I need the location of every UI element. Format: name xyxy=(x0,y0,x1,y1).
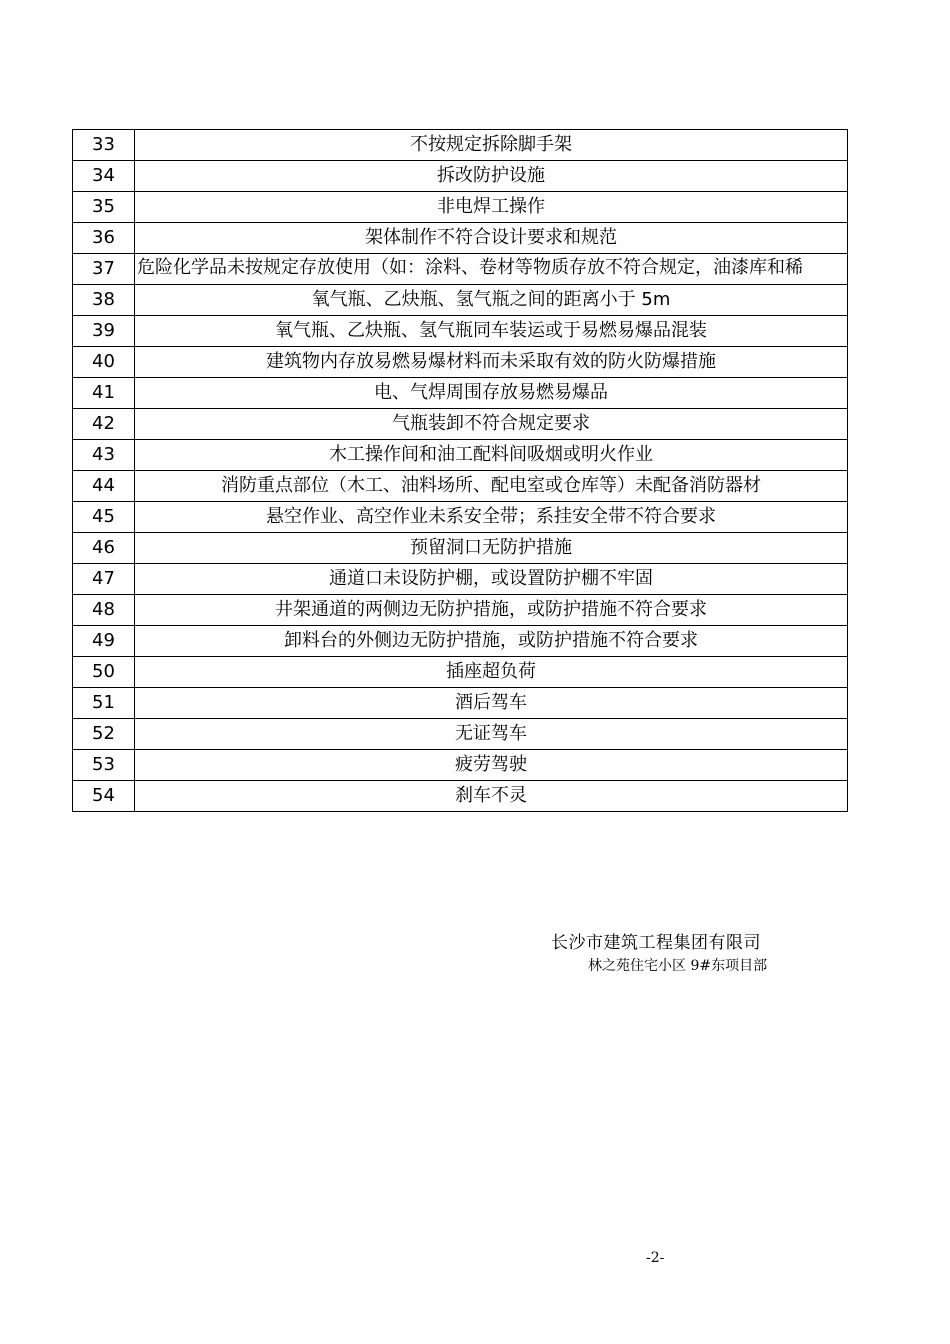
hazard-table xyxy=(72,129,848,812)
table-row xyxy=(73,316,848,347)
row-description: 刹车不灵 xyxy=(135,781,848,812)
table-row xyxy=(73,533,848,564)
row-description: 架体制作不符合设计要求和规范 xyxy=(135,223,848,254)
row-number: 35 xyxy=(73,192,135,223)
row-description: 建筑物内存放易燃易爆材料而未采取有效的防火防爆措施 xyxy=(135,347,848,378)
row-number: 44 xyxy=(73,471,135,502)
row-description-text: 危险化学品未按规定存放使用（如：涂料、卷材等物质存放不符合规定，油漆库和稀 xyxy=(137,257,803,278)
row-number: 42 xyxy=(73,409,135,440)
row-description: 消防重点部位（木工、油料场所、配电室或仓库等）未配备消防器材 xyxy=(135,471,848,502)
table-row xyxy=(73,440,848,471)
table-row xyxy=(73,223,848,254)
table-row xyxy=(73,254,848,285)
row-description: 疲劳驾驶 xyxy=(135,750,848,781)
row-number: 49 xyxy=(73,626,135,657)
table-row xyxy=(73,564,848,595)
table-row xyxy=(73,688,848,719)
row-number: 48 xyxy=(73,595,135,626)
row-number: 50 xyxy=(73,657,135,688)
table-row xyxy=(73,719,848,750)
row-description: 无证驾车 xyxy=(135,719,848,750)
table-row xyxy=(73,285,848,316)
row-number: 33 xyxy=(73,130,135,161)
table-row xyxy=(73,192,848,223)
row-description: 气瓶装卸不符合规定要求 xyxy=(135,409,848,440)
table-row xyxy=(73,626,848,657)
row-description: 通道口未设防护棚，或设置防护棚不牢固 xyxy=(135,564,848,595)
table-row xyxy=(73,130,848,161)
row-number: 37 xyxy=(73,254,135,285)
row-number: 41 xyxy=(73,378,135,409)
row-description: 氧气瓶、乙炔瓶、氢气瓶之间的距离小于 5m xyxy=(135,285,848,316)
row-description: 拆改防护设施 xyxy=(135,161,848,192)
table-row xyxy=(73,595,848,626)
row-description: 不按规定拆除脚手架 xyxy=(135,130,848,161)
table-row xyxy=(73,471,848,502)
table-row xyxy=(73,657,848,688)
row-description: 酒后驾车 xyxy=(135,688,848,719)
company-name: 长沙市建筑工程集团有限司 xyxy=(551,933,761,953)
row-description: 预留洞口无防护措施 xyxy=(135,533,848,564)
row-description: 非电焊工操作 xyxy=(135,192,848,223)
row-description: 木工操作间和油工配料间吸烟或明火作业 xyxy=(135,440,848,471)
row-number: 36 xyxy=(73,223,135,254)
row-number: 52 xyxy=(73,719,135,750)
row-number: 53 xyxy=(73,750,135,781)
row-description: 悬空作业、高空作业未系安全带；系挂安全带不符合要求 xyxy=(135,502,848,533)
table-row xyxy=(73,347,848,378)
table-row xyxy=(73,750,848,781)
project-department: 林之苑住宅小区 9#东项目部 xyxy=(588,958,768,974)
row-number: 38 xyxy=(73,285,135,316)
row-number: 40 xyxy=(73,347,135,378)
hazard-table-body xyxy=(73,130,848,812)
row-description: 氧气瓶、乙炔瓶、氢气瓶同车装运或于易燃易爆品混装 xyxy=(135,316,848,347)
table-row xyxy=(73,161,848,192)
row-description: 电、气焊周围存放易燃易爆品 xyxy=(135,378,848,409)
row-description xyxy=(135,254,848,285)
row-number: 45 xyxy=(73,502,135,533)
table-row xyxy=(73,378,848,409)
row-number: 43 xyxy=(73,440,135,471)
page-number: -2- xyxy=(646,1250,665,1266)
row-number: 51 xyxy=(73,688,135,719)
row-number: 54 xyxy=(73,781,135,812)
row-number: 39 xyxy=(73,316,135,347)
row-description: 插座超负荷 xyxy=(135,657,848,688)
row-description: 卸料台的外侧边无防护措施，或防护措施不符合要求 xyxy=(135,626,848,657)
row-number: 34 xyxy=(73,161,135,192)
row-number: 46 xyxy=(73,533,135,564)
table-row xyxy=(73,409,848,440)
table-row xyxy=(73,781,848,812)
row-description: 井架通道的两侧边无防护措施，或防护措施不符合要求 xyxy=(135,595,848,626)
table-row xyxy=(73,502,848,533)
row-number: 47 xyxy=(73,564,135,595)
